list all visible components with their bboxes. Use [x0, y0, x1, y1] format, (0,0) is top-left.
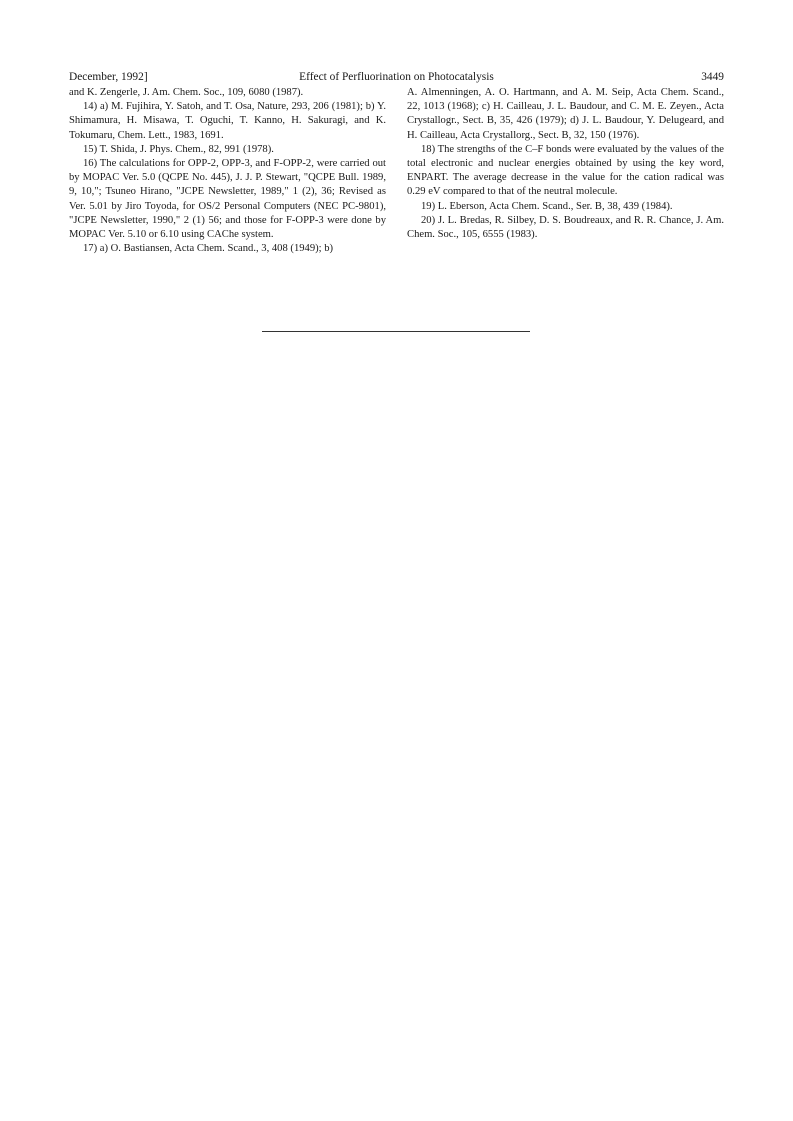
- running-title: Effect of Perfluorination on Photocatalysis: [299, 71, 494, 83]
- reference-17: 17) a) O. Bastiansen, Acta Chem. Scand., 3, 408 (1949); b): [83, 243, 334, 255]
- reference-14: 14) a) M. Fujihira, Y. Satoh, and T. Osa, Nature, 293, 206 (1981); b) Y. Shimamura, H. Misawa, T. Oguchi, T. Kanno, H. Sakuragi, and K. Tokumaru, Chem. Lett., 1983, 1691.: [69, 101, 386, 141]
- left-column: [69, 86, 386, 256]
- reference-continuation: and K. Zengerle, J. Am. Chem. Soc., 109, 6080 (1987).: [69, 87, 304, 98]
- reference-17-continuation: A. Almenningen, A. O. Hartmann, and A. M. Seip, Acta Chem. Scand., 22, 1013 (1968); c) H. Cailleau, J. L. Baudour, and C. M. E. Zeyen., Acta Crystallogr., Sect. B, 35, 426 (1979); d) J. L. Baudour, Y. Delugeard, and H. Cailleau, Acta Crystallorg., Sect. B, 32, 150 (1976).: [407, 87, 724, 141]
- running-header: [69, 71, 724, 85]
- issue-date: December, 1992]: [69, 71, 148, 83]
- end-rule: [262, 331, 530, 332]
- reference-15: 15) T. Shida, J. Phys. Chem., 82, 991 (1978).: [83, 143, 274, 155]
- reference-16: 16) The calculations for OPP-2, OPP-3, and F-OPP-2, were carried out by MOPAC Ver. 5.0 (QCPE No. 445), J. J. P. Stewart, "QCPE Bull. 1989, 9, 10,"; Tsuneo Hirano, "JCPE Newsletter, 1989," 1 (2), 36; Revised as Ver. 5.01 by Jiro Toyoda, for OS/2 Personal Computers (NEC PC-9801), "JCPE Newsletter, 1990," 2 (1) 56; and those for F-OPP-3 were done by MOPAC Ver. 5.10 or 6.10 using CAChe system.: [69, 158, 386, 241]
- reference-18: 18) The strengths of the C–F bonds were evaluated by the values of the total electronic and nuclear energies obtained by using the key word, ENPART. The average decrease in the value for the cation radical was 0.29 eV compared to that of the neutral molecule.: [407, 143, 724, 198]
- page-number: 3449: [701, 71, 724, 83]
- right-column: [407, 86, 724, 242]
- reference-20: 20) J. L. Bredas, R. Silbey, D. S. Boudreaux, and R. R. Chance, J. Am. Chem. Soc., 105, 6555 (1983).: [407, 214, 724, 241]
- reference-19: 19) L. Eberson, Acta Chem. Scand., Ser. B, 38, 439 (1984).: [421, 200, 673, 212]
